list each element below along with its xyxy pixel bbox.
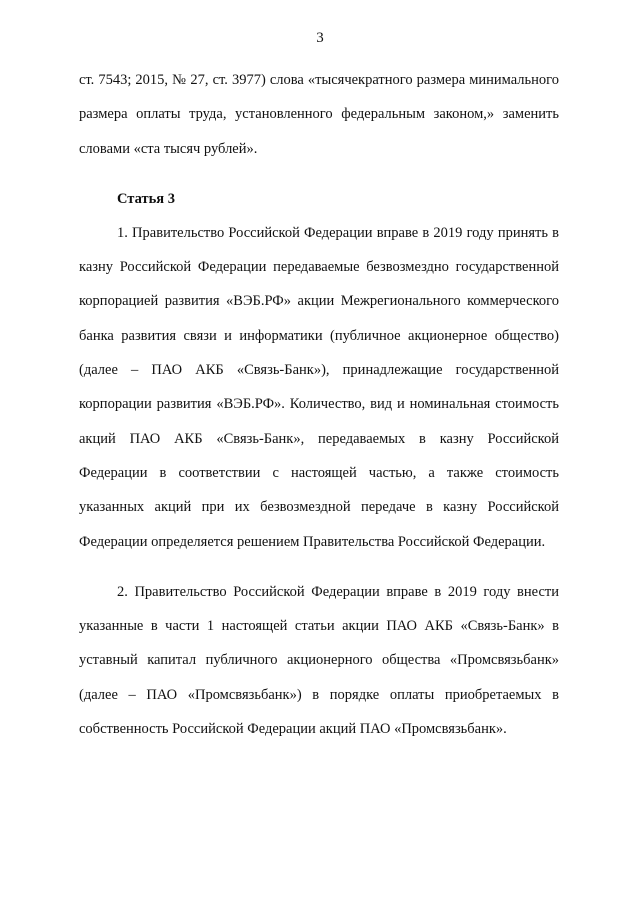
article-paragraph-2: 2. Правительство Российской Федерации вправе в 2019 году внести указанные в части 1 настоящей статьи акции ПАО АКБ «Связь-Банк» в уставный капитал публичного акционерного общества «Промсвязьбанк» (далее – ПАО «Промсвязьбанк») в порядке оплаты приобретаемых в собственность Российской Федерации акций ПАО «Промсвязьбанк».	[79, 583, 559, 738]
article-heading: Статья 3	[117, 190, 175, 207]
intro-paragraph: ст. 7543; 2015, № 27, ст. 3977) слова «тысячекратного размера минимального размера оплаты труда, установленного федеральным законом,» заменить словами «ста тысяч рублей».	[79, 72, 559, 157]
document-body	[79, 63, 559, 746]
page-number: 3	[316, 30, 324, 46]
article-paragraph-1: 1. Правительство Российской Федерации вправе в 2019 году принять в казну Российской Федерации передаваемые безвозмездно государственной корпорацией развития «ВЭБ.РФ» акции Межрегионального коммерческого банка развития связи и информатики (публичное акционерное общество) (далее – ПАО АКБ «Связь-Банк»), принадлежащие государственной корпорации развития «ВЭБ.РФ». Количество, вид и номинальная стоимость акций ПАО АКБ «Связь-Банк», передаваемых в казну Российской Федерации в соответствии с настоящей частью, а также стоимость указанных акций при их безвозмездной передаче в казну Российской Федерации определяется решением Правительства Российской Федерации.	[79, 224, 559, 550]
